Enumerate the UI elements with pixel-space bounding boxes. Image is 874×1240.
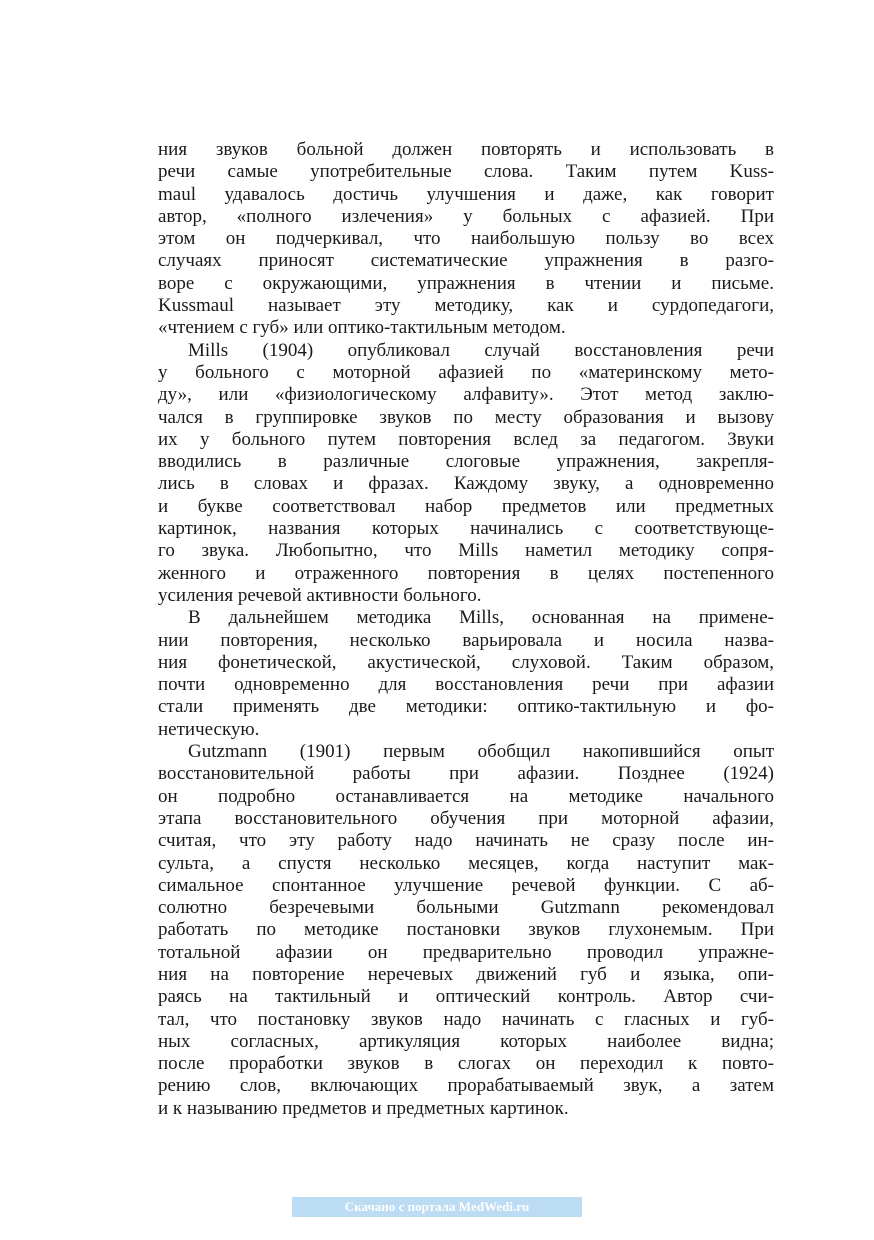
text-line: ния на повторение неречевых движений губ и языка, опи- bbox=[158, 963, 774, 985]
body-text bbox=[158, 139, 774, 1120]
text-line: восстановительной работы при афазии. Позднее (1924) bbox=[158, 763, 774, 785]
text-line: го звука. Любопытно, что Mills наметил методику сопря- bbox=[158, 540, 774, 562]
text-line: симальное спонтанное улучшение речевой функции. С аб- bbox=[158, 874, 774, 896]
text-line: речи самые употребительные слова. Таким путем Kuss- bbox=[158, 161, 774, 183]
text-line: автор, «полного излечения» у больных с афазией. При bbox=[158, 205, 774, 227]
paragraph-4 bbox=[158, 741, 774, 1120]
text-line: ду», или «физиологическому алфавиту». Этот метод заклю- bbox=[158, 384, 774, 406]
text-line: и букве соответствовал набор предметов или предметных bbox=[158, 495, 774, 517]
text-line: ния звуков больной должен повторять и использовать в bbox=[158, 139, 774, 160]
text-line: Kussmaul называет эту методику, как и сурдопедагоги, bbox=[158, 295, 774, 317]
text-line: картинок, названия которых начинались с соответствующе- bbox=[158, 518, 774, 540]
text-line: нии повторения, несколько варьировала и носила назва- bbox=[158, 629, 774, 651]
text-line: раясь на тактильный и оптический контроль. Автор счи- bbox=[158, 986, 774, 1008]
text-line: нетическую. bbox=[158, 718, 260, 740]
text-line: почти одновременно для восстановления речи при афазии bbox=[158, 674, 774, 696]
text-line: женного и отраженного повторения в целях постепенного bbox=[158, 562, 774, 584]
text-line: солютно безречевыми больными Gutzmann рекомендовал bbox=[158, 897, 774, 919]
text-line: работать по методике постановки звуков глухонемым. При bbox=[158, 919, 774, 941]
text-line: усиления речевой активности больного. bbox=[158, 584, 482, 606]
text-line: их у больного путем повторения вслед за педагогом. Звуки bbox=[158, 428, 774, 450]
text-line: и к называнию предметов и предметных картинок. bbox=[158, 1097, 569, 1119]
text-line: В дальнейшем методика Mills, основанная на примене- bbox=[188, 607, 774, 629]
text-line: случаях приносят систематические упражнения в разго- bbox=[158, 250, 774, 272]
text-line: стали применять две методики: оптико-тактильную и фо- bbox=[158, 696, 774, 718]
watermark-banner: Скачано с портала MedWedi.ru bbox=[292, 1197, 582, 1217]
text-line: вводились в различные слоговые упражнения, закрепля- bbox=[158, 451, 774, 473]
text-line: тал, что постановку звуков надо начинать с гласных и губ- bbox=[158, 1008, 774, 1030]
text-line: этапа восстановительного обучения при моторной афазии, bbox=[158, 807, 774, 829]
text-line: у больного с моторной афазией по «материнскому мето- bbox=[158, 361, 774, 383]
text-line: тотальной афазии он предварительно проводил упражне- bbox=[158, 941, 774, 963]
text-line: считая, что эту работу надо начинать не сразу после ин- bbox=[158, 830, 774, 852]
text-line: Mills (1904) опубликовал случай восстановления речи bbox=[188, 339, 774, 361]
text-line: рению слов, включающих прорабатываемый звук, а затем bbox=[158, 1075, 774, 1097]
text-line: maul удавалось достичь улучшения и даже, как говорит bbox=[158, 183, 774, 205]
text-line: «чтением с губ» или оптико-тактильным методом. bbox=[158, 317, 566, 339]
paragraph-2 bbox=[158, 340, 774, 608]
text-line: ния фонетической, акустической, слуховой. Таким образом, bbox=[158, 651, 774, 673]
paragraph-1 bbox=[158, 139, 774, 340]
text-line: чался в группировке звуков по месту образования и вызову bbox=[158, 406, 774, 428]
text-line: воре с окружающими, упражнения в чтении и письме. bbox=[158, 272, 774, 294]
paragraph-3 bbox=[158, 607, 774, 741]
text-line: сульта, а спустя несколько месяцев, когда наступит мак- bbox=[158, 852, 774, 874]
text-line: он подробно останавливается на методике начального bbox=[158, 785, 774, 807]
text-line: после проработки звуков в слогах он переходил к повто- bbox=[158, 1053, 774, 1075]
text-line: этом он подчеркивал, что наибольшую пользу во всех bbox=[158, 228, 774, 250]
text-line: ных согласных, артикуляция которых наиболее видна; bbox=[158, 1030, 774, 1052]
text-line: Gutzmann (1901) первым обобщил накопившийся опыт bbox=[188, 741, 774, 763]
text-line: лись в словах и фразах. Каждому звуку, а одновременно bbox=[158, 473, 774, 495]
